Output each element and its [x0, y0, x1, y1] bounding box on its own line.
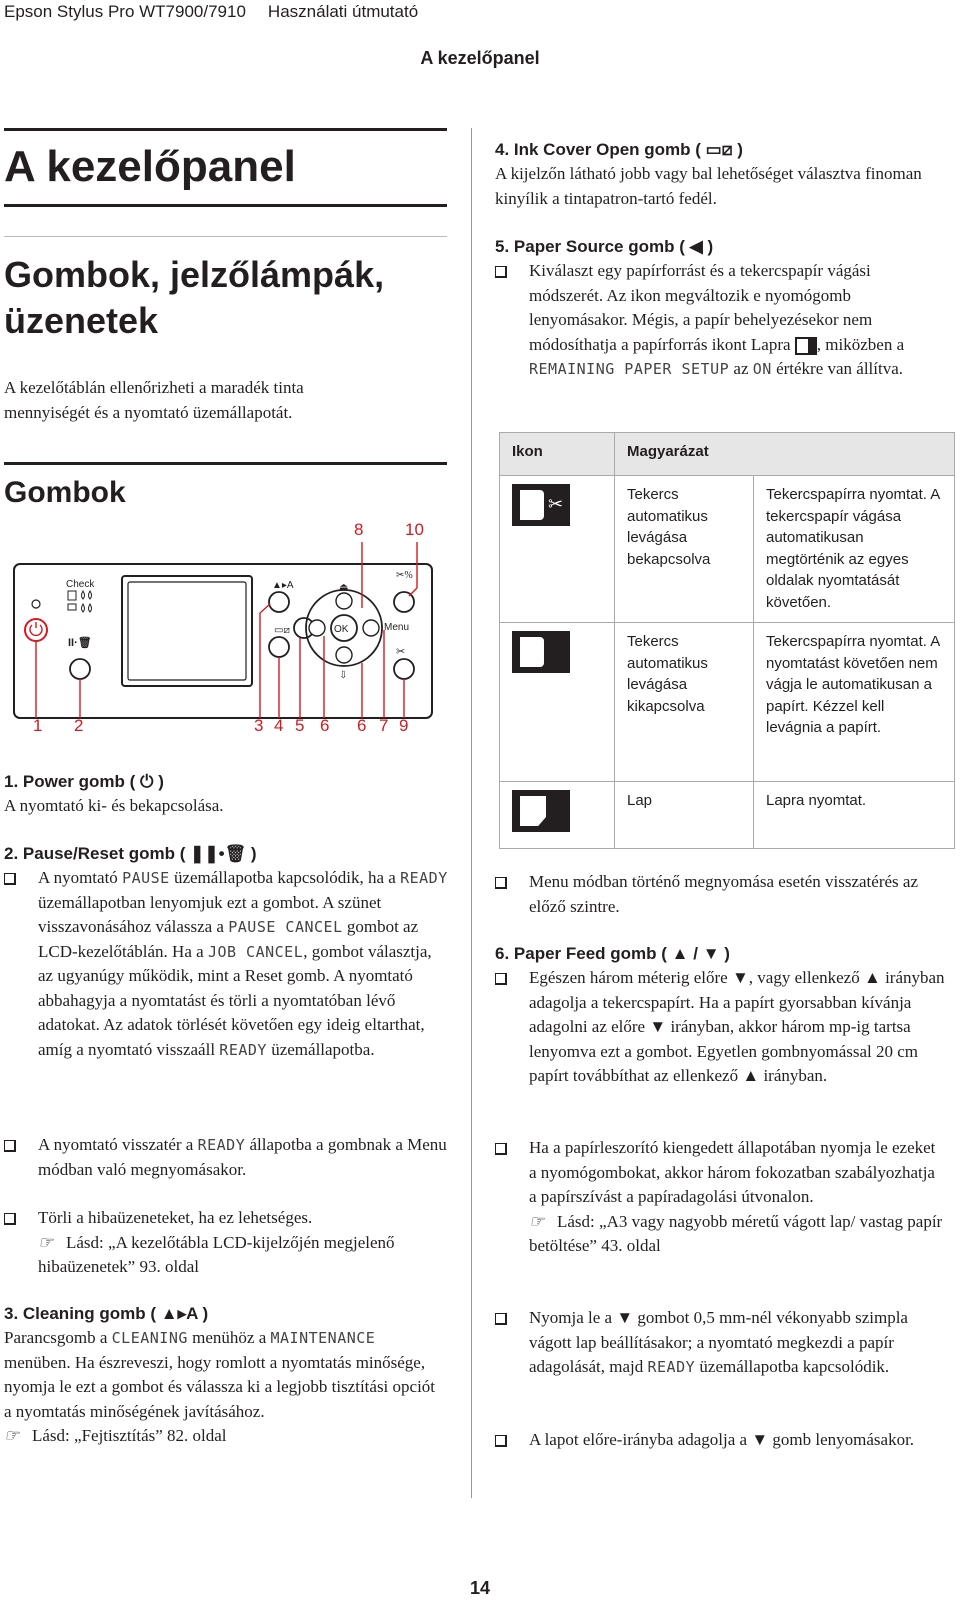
item4-body: A kijelzőn látható jobb vagy bal lehetőséget választva finoman kinyílik a tintapatron-tartó fedél. [495, 164, 922, 208]
feed-icon: ⇩ [339, 670, 348, 681]
item1-title: 1. Power gomb ( ⏻ ) [4, 772, 164, 791]
subsection-rule [4, 462, 447, 465]
check-label: Check [66, 579, 95, 590]
row-name: Tekercs automatikus levágása kikapcsolva [615, 623, 754, 782]
section-title: Gombok, jelzőlámpák, üzenetek [4, 254, 385, 341]
title-rule [4, 128, 447, 131]
item5-bullet-2: Menu módban történő megnyomása esetén visszatérés az előző szintre. [495, 870, 945, 919]
roll-auto-cut-on-icon: ✂ [512, 484, 570, 526]
row-desc: Tekercspapírra nyomtat. A nyomtatást követően nem vágja le automatikusan a papírt. Kézzel kell levágnia a papírt. [754, 623, 955, 782]
callout-2: 2 [74, 716, 84, 735]
item6-bullet-2: Ha a papírleszorító kiengedett állapotában nyomja le ezeket a nyomógombokat, akkor három fokozatban szabályozhatja a papírszívást a papíradagolási útvonalon. ☞ Lásd: „A3 vagy nagyobb méretű vágott lap/ vastag papír betöltése” 43. oldal [495, 1136, 945, 1259]
item2-title: 2. Pause/Reset gomb ( ❚❚•🗑 ) [4, 844, 257, 863]
power-icon: ⏻ [140, 772, 154, 791]
ink-cover-icon: ▭⧄ [274, 625, 290, 636]
cleaning-icon: ▲▸A [272, 580, 294, 591]
down-triangle-icon: ▼ [731, 968, 749, 987]
sheet-icon [795, 337, 817, 355]
row-name: Lap [615, 782, 754, 849]
item2-bullet-3: Törli a hibaüzeneteket, ha ez lehetséges. ☞ Lásd: „A kezelőtábla LCD-kijelzőjén megjelenő hibaüzenetek” 93. oldal [4, 1206, 450, 1280]
callout-1: 1 [33, 716, 43, 735]
buttons-heading: Gombok [4, 476, 126, 509]
callout-10: 10 [405, 520, 424, 539]
callout-9: 9 [399, 716, 409, 735]
reference-link[interactable]: Lásd: „A kezelőtábla LCD-kijelzőjén megjelenő hibaüzenetek” 93. oldal [38, 1232, 395, 1276]
reference-link[interactable]: Lásd: „Fejtisztítás” 82. oldal [32, 1426, 227, 1445]
item1-body: A nyomtató ki- és bekapcsolása. [4, 796, 224, 815]
item3-title: 3. Cleaning gomb ( ▲▸A ) [4, 1304, 209, 1323]
item2-bullet-1: A nyomtató PAUSE üzemállapotba kapcsolódik, ha a READY üzemállapotban lenyomjuk ezt a gombot. A szünet visszavonásához válassza a PAUSE CANCEL gombot az LCD-kezelőtáblán. Ha a JOB CANCEL, gombot választja, az ugyanúgy működik, mint a Reset gomb. A nyomtató abbahagyja a nyomtatást és törli a nyomtatóban lévő adatokat. Az adatok törlését követően egy ideig eltarthat, amíg a nyomtató visszaáll READY üzemállapotba. [4, 866, 450, 1062]
item5-bullet-1: Kiválaszt egy papírforrást és a tekercspapír vágási módszerét. Az ikon megváltozik e nyomógomb lenyomásakor. Mégis, a papír behelyezésekor nem módosíthatja a papírforrás ikont Lapra , miközben a REMAINING PAPER SETUP az ON értékre van állítva. [495, 259, 945, 382]
sheet-icon [512, 790, 570, 832]
item6-bullet-4: A lapot előre-irányba adagolja a ▼ gomb lenyomásakor. [495, 1428, 945, 1453]
down-triangle-icon: ▼ [751, 1430, 769, 1449]
pause-reset-icon: ❚❚•🗑 [190, 844, 247, 863]
callout-6b: 6 [357, 716, 367, 735]
reference-arrow-icon: ☞ [529, 1211, 545, 1231]
table-row [500, 476, 955, 623]
reference-link[interactable]: Lásd: „A3 vagy nagyobb méretű vágott lap/ vastag papír betöltése” 43. oldal [529, 1211, 943, 1255]
callout-3: 3 [254, 716, 264, 735]
item5-title: 5. Paper Source gomb ( ◀ ) [495, 237, 714, 256]
callout-7: 7 [379, 716, 389, 735]
running-header [4, 2, 440, 22]
up-triangle-icon: ▲ [671, 944, 689, 963]
item4-title: 4. Ink Cover Open gomb ( ▭⧄ ) [495, 140, 743, 159]
item2-bullet-2: A nyomtató visszatér a READY állapotba a gombnak a Menu módban való megnyomásakor. [4, 1133, 450, 1182]
cut-icon: ✂ [396, 646, 406, 658]
header-section: A kezelőpanel [420, 48, 540, 68]
callout-6a: 6 [320, 716, 330, 735]
paper-source-icon: ◀ [689, 237, 703, 256]
reference-arrow-icon: ☞ [4, 1426, 20, 1445]
down-triangle-icon: ▼ [649, 1017, 667, 1036]
column-divider [471, 128, 472, 1498]
ink-cover-icon: ▭⧄ [705, 140, 733, 159]
menu-cut-icon: ✂% [396, 570, 413, 581]
row-desc: Tekercspapírra nyomtat. A tekercspapír vágása automatikusan megtörténik az egyes oldalak nyomtatását követően. [754, 476, 955, 623]
table-header-explanation: Magyarázat [615, 433, 955, 476]
menu-label: Menu [384, 622, 410, 633]
item3-body: Parancsgomb a CLEANING menühöz a MAINTENANCE menüben. Ha észreveszi, hogy romlott a nyomtatás minősége, nyomja le ezt a gombot és válassza ki a legjobb tisztítási opciót a nyomtatás minőségének javításához. ☞ Lásd: „Fejtisztítás” 82. oldal [4, 1326, 444, 1449]
cleaning-icon: ▲▸A [160, 1304, 198, 1323]
item6-title: 6. Paper Feed gomb ( ▲ / ▼ ) [495, 944, 730, 963]
table-header-icon: Ikon [500, 433, 615, 476]
callout-4: 4 [274, 716, 284, 735]
up-triangle-icon: ▲ [742, 1066, 760, 1085]
pause-reset-icon: II·🗑 [68, 637, 92, 649]
callout-8: 8 [354, 520, 364, 539]
down-triangle-icon: ▼ [702, 944, 720, 963]
page-number: 14 [469, 1578, 491, 1598]
down-triangle-icon: ▼ [616, 1308, 634, 1327]
row-desc: Lapra nyomtat. [754, 782, 955, 849]
reference-arrow-icon: ☞ [38, 1232, 54, 1252]
row-name: Tekercs automatikus levágása bekapcsolva [615, 476, 754, 623]
icon-table [499, 432, 955, 849]
panel-callouts [0, 520, 440, 746]
roll-auto-cut-off-icon [512, 631, 570, 673]
page-title: A kezelőpanel [4, 142, 296, 191]
header-model: Epson Stylus Pro WT7900/7910 [4, 2, 246, 21]
table-row [500, 623, 955, 782]
header-guide: Használati útmutató [267, 2, 419, 21]
up-triangle-icon: ▲ [863, 968, 881, 987]
section-rule [4, 236, 447, 237]
title-underline [4, 204, 447, 207]
item6-bullet-1: Egészen három méterig előre ▼, vagy ellenkező ▲ irányban adagolja a tekercspapírt. Ha a papírt gyorsabban kívánja adagolni az előre ▼ irányban, akkor három mp-ig tartsa lenyomva ezt a gombot. Egyetlen gombnyomással 20 cm papírt továbbíthat az ellenkező ▲ irányban. [495, 966, 945, 1089]
table-row [500, 782, 955, 849]
callout-5: 5 [295, 716, 305, 735]
item6-bullet-3: Nyomja le a ▼ gombot 0,5 mm-nél vékonyabb szimpla vágott lap beállításakor; a nyomtató megkezdi a papír adagolását, majd READY üzemállapotba kapcsolódik. [495, 1306, 945, 1380]
eject-icon: ⏏ [339, 582, 349, 593]
intro-text: A kezelőtáblán ellenőrizheti a maradék tinta mennyiségét és a nyomtató üzemállapotát. [4, 378, 304, 422]
ok-label: OK [334, 624, 349, 635]
